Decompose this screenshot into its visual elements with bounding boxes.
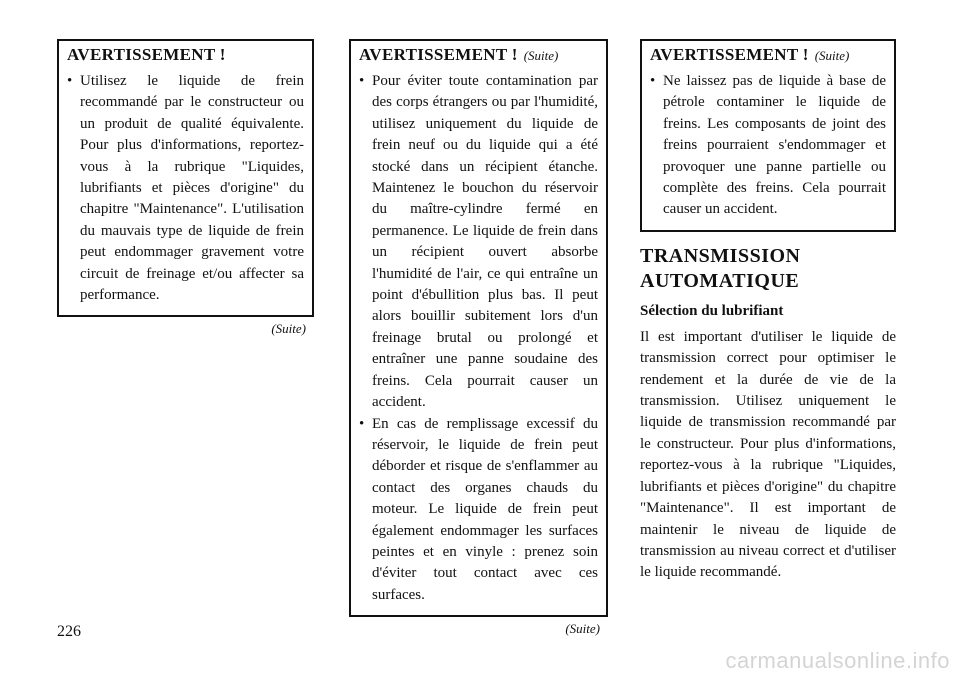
watermark: carmanualsonline.info: [725, 648, 950, 673]
warning-item: • Ne laissez pas de liquide à base de pétrole contaminer le liquide de freins. Les composants de joint des freins pourraient s'endommager et provoquer une panne partielle ou complète des freins. Cela pourrait causer un accident.: [650, 71, 886, 221]
warning-list: [359, 71, 598, 606]
page-number: 226: [57, 623, 81, 640]
continued-label: (Suite): [565, 621, 600, 637]
warning-item: • Utilisez le liquide de frein recommandé par le constructeur ou un produit de qualité équivalente. Pour plus d'informations, reportez-vous à la rubrique "Liquides, lubrifiants et pièces d'origine" du chapitre "Maintenance". L'utilisation du mauvais type de liquide de frein peut endommager gravement votre circuit de freinage et/ou affecter sa performance.: [67, 71, 304, 306]
column-3: [640, 39, 896, 584]
warning-item: • Pour éviter toute contamination par des corps étrangers ou par l'humidité, utilisez uniquement du liquide de frein neuf ou du liquide qui a été stocké dans un récipient étanche. Maintenez le bouchon du réservoir du maître-cylindre fermé en permanence. Le liquide de frein dans un récipient ouvert absorbe l'humidité de l'air, ce qui entraîne un point d'ébullition plus bas. Il peut alors bouillir subitement lors d'un freinage brutal ou prolongé et entraîner une panne soudaine des freins. Cela pourrait causer un accident.: [359, 71, 598, 414]
warning-list: [67, 71, 304, 306]
warning-title: [67, 45, 304, 65]
warning-title-continued: (Suite): [814, 48, 850, 63]
section-title: TRANSMISSION AUTOMATIQUE: [640, 244, 801, 292]
column-2: [349, 39, 608, 637]
body-paragraph: Il est important d'utiliser le liquide de transmission correct pour optimiser le rendement et la durée de vie de la transmission. Utilisez uniquement le liquide de transmission recommandé par le constructeur. Pour plus d'informations, reportez-vous à la rubrique "Liquides, lubrifiants et pièces d'origine" du chapitre "Maintenance". Il est important de maintenir le niveau de liquide de transmission au niveau correct et d'utiliser le liquide recommandé.: [640, 328, 896, 581]
warning-title-text: AVERTISSEMENT !: [67, 45, 226, 64]
warning-title-continued: (Suite): [523, 48, 559, 63]
warning-box-1: [57, 39, 314, 317]
warning-title: [650, 45, 886, 65]
warning-list: [650, 71, 886, 221]
warning-box-2: [349, 39, 608, 617]
warning-item: • En cas de remplissage excessif du réservoir, le liquide de frein peut déborder et risque de s'enflammer au contact des organes chauds du moteur. Le liquide de frein peut également endommager les surfaces peintes et en vinyle : prenez soin d'éviter tout contact avec ces surfaces.: [359, 414, 598, 607]
warning-title-text: AVERTISSEMENT !: [650, 45, 809, 64]
subheading: Sélection du lubrifiant: [640, 302, 784, 319]
column-1: [57, 39, 314, 337]
warning-title: [359, 45, 598, 65]
warning-box-3: [640, 39, 896, 232]
continued-label: (Suite): [271, 321, 306, 337]
warning-title-text: AVERTISSEMENT !: [359, 45, 518, 64]
